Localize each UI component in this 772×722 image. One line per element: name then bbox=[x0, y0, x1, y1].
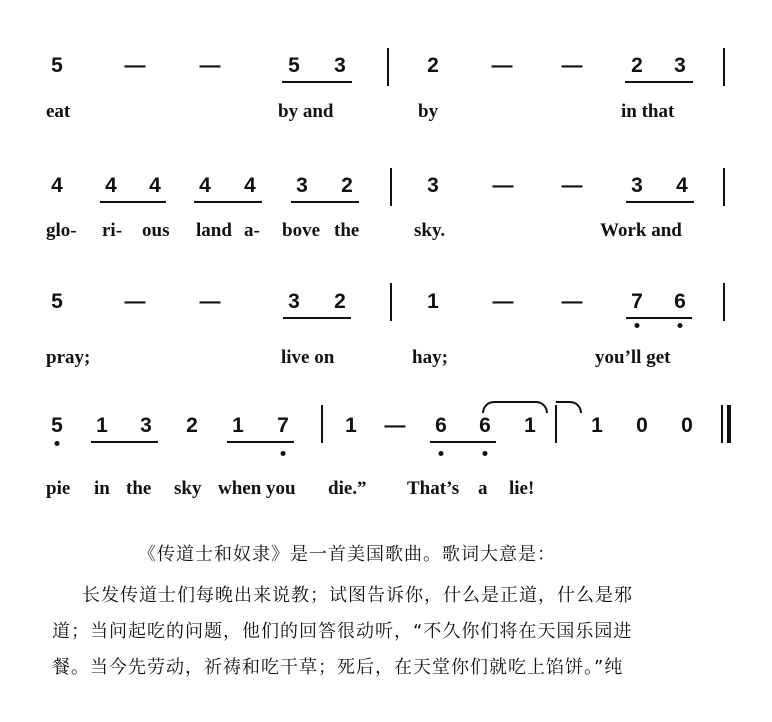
note: 3 bbox=[427, 174, 439, 197]
note: 4 bbox=[51, 174, 63, 197]
final-barline bbox=[721, 405, 723, 443]
underline bbox=[626, 317, 692, 319]
note: — bbox=[492, 174, 514, 197]
note: — bbox=[124, 290, 146, 313]
note: 1 bbox=[96, 414, 108, 437]
lyric: when you bbox=[218, 478, 296, 499]
lyric: by and bbox=[278, 101, 334, 122]
note: 1 bbox=[232, 414, 244, 437]
lyric: live on bbox=[281, 347, 335, 368]
underline bbox=[625, 81, 693, 83]
barline bbox=[390, 283, 392, 321]
lyric: ri- bbox=[102, 220, 123, 241]
note: 3 bbox=[334, 54, 346, 77]
lyric: the bbox=[126, 478, 152, 499]
lyric: pray; bbox=[46, 347, 91, 368]
lyric: glo- bbox=[46, 220, 77, 241]
lyric: Work and bbox=[600, 220, 682, 241]
barline bbox=[723, 168, 725, 206]
note: 2 bbox=[341, 174, 353, 197]
lyric: you’ll get bbox=[595, 347, 671, 368]
note: 3 bbox=[296, 174, 308, 197]
note: — bbox=[561, 54, 583, 77]
underline bbox=[430, 441, 496, 443]
note: 1 bbox=[427, 290, 439, 313]
barline bbox=[321, 405, 323, 443]
lyric: in bbox=[94, 478, 110, 499]
note: — bbox=[199, 54, 221, 77]
note: 7 bbox=[277, 414, 289, 437]
lower-octave-dot bbox=[281, 451, 286, 456]
note: — bbox=[384, 414, 406, 437]
lyric: eat bbox=[46, 101, 71, 122]
lyric: the bbox=[334, 220, 360, 241]
lyric: a bbox=[478, 478, 488, 499]
underline bbox=[282, 81, 352, 83]
note: — bbox=[561, 174, 583, 197]
lyric: That’s bbox=[407, 478, 460, 499]
note: 0 bbox=[636, 414, 648, 437]
underline bbox=[227, 441, 294, 443]
note: 4 bbox=[149, 174, 161, 197]
underline bbox=[100, 201, 166, 203]
lower-octave-dot bbox=[439, 451, 444, 456]
underline bbox=[291, 201, 359, 203]
barline bbox=[390, 168, 392, 206]
barline bbox=[723, 48, 725, 86]
lower-octave-dot bbox=[635, 323, 640, 328]
note: 5 bbox=[51, 290, 63, 313]
lyric: sky bbox=[174, 478, 202, 499]
lyric: sky. bbox=[414, 220, 446, 241]
note: 3 bbox=[674, 54, 686, 77]
note: 3 bbox=[140, 414, 152, 437]
tie-slur bbox=[482, 401, 548, 413]
note: 6 bbox=[674, 290, 686, 313]
note: 4 bbox=[199, 174, 211, 197]
note: 1 bbox=[524, 414, 536, 437]
note: — bbox=[491, 54, 513, 77]
lower-octave-dot bbox=[678, 323, 683, 328]
note: — bbox=[124, 54, 146, 77]
paragraph-line: 餐。当今先劳动，祈祷和吃干草；死后，在天堂你们就吃上馅饼。”纯 bbox=[52, 657, 624, 678]
lyric: lie! bbox=[509, 478, 535, 499]
note: 4 bbox=[676, 174, 688, 197]
lyric: ous bbox=[142, 220, 170, 241]
underline bbox=[91, 441, 158, 443]
note: 6 bbox=[479, 414, 491, 437]
note: 2 bbox=[631, 54, 643, 77]
note: 4 bbox=[105, 174, 117, 197]
lyric: hay; bbox=[412, 347, 448, 368]
lyric: a- bbox=[244, 220, 260, 241]
note: 6 bbox=[435, 414, 447, 437]
note: 2 bbox=[334, 290, 346, 313]
note: 5 bbox=[51, 414, 63, 437]
paragraph-line: 道；当问起吃的问题，他们的回答很动听，“不久你们将在天国乐园进 bbox=[52, 621, 633, 642]
note: — bbox=[199, 290, 221, 313]
barline bbox=[387, 48, 389, 86]
paragraph-line: 《传道士和奴隶》是一首美国歌曲。歌词大意是： bbox=[138, 544, 556, 565]
lyric: in that bbox=[621, 101, 675, 122]
note: 2 bbox=[186, 414, 198, 437]
note: — bbox=[492, 290, 514, 313]
lower-octave-dot bbox=[483, 451, 488, 456]
underline bbox=[283, 317, 351, 319]
note: 5 bbox=[51, 54, 63, 77]
lyric: pie bbox=[46, 478, 71, 499]
note: 3 bbox=[631, 174, 643, 197]
note: 3 bbox=[288, 290, 300, 313]
tie-slur bbox=[556, 401, 582, 413]
note: — bbox=[561, 290, 583, 313]
lyric: die.” bbox=[328, 478, 367, 499]
note: 1 bbox=[345, 414, 357, 437]
note: 5 bbox=[288, 54, 300, 77]
underline bbox=[194, 201, 262, 203]
note: 2 bbox=[427, 54, 439, 77]
note: 0 bbox=[681, 414, 693, 437]
lyric: land bbox=[196, 220, 232, 241]
note: 7 bbox=[631, 290, 643, 313]
lyric: bove bbox=[282, 220, 320, 241]
underline bbox=[626, 201, 694, 203]
lower-octave-dot bbox=[55, 441, 60, 446]
paragraph-line: 长发传道士们每晚出来说教；试图告诉你，什么是正道，什么是邪 bbox=[82, 585, 633, 606]
final-barline bbox=[727, 405, 731, 443]
lyric: by bbox=[418, 101, 439, 122]
note: 4 bbox=[244, 174, 256, 197]
barline bbox=[723, 283, 725, 321]
note: 1 bbox=[591, 414, 603, 437]
